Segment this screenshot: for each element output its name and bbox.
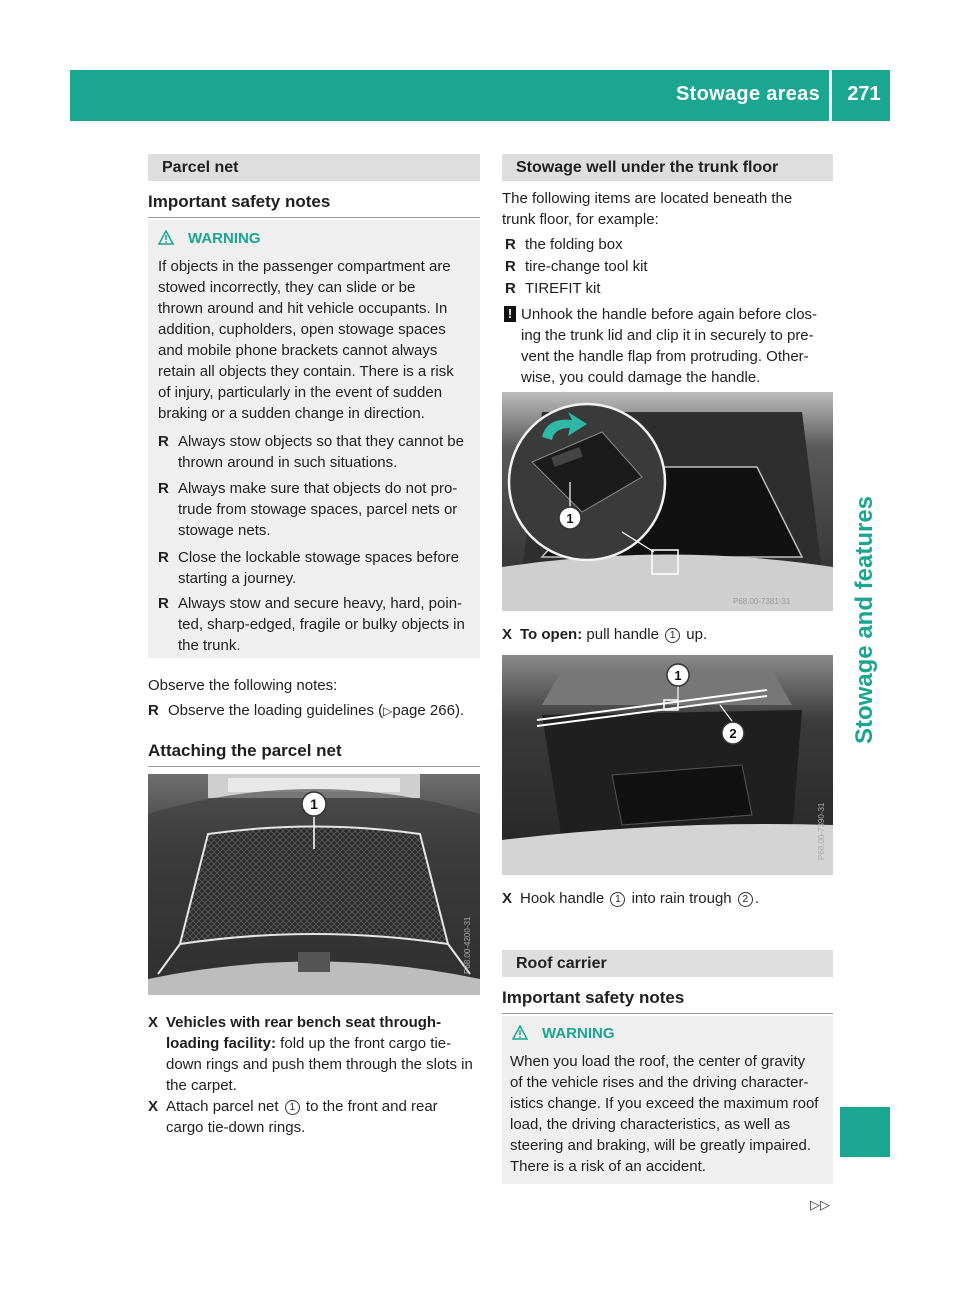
header-title: Stowage areas	[676, 83, 820, 105]
warning-title: WARNING	[188, 230, 261, 247]
photo-callout: 1	[310, 796, 318, 812]
notice-text: Unhook the handle before again before clos- ing the trunk lid and clip it in securely to pre- vent the handle flap from protruding. Other- wise, you could damage the handle.	[521, 306, 818, 386]
photo-code: P68.00-4200-31	[463, 916, 472, 974]
section-bar-roof-carrier: Roof carrier	[502, 950, 833, 977]
heading-rule	[502, 1013, 833, 1014]
callout-1-marker: 1	[610, 892, 625, 907]
observe-text: Observe the following notes:	[148, 677, 338, 694]
intro-text: The following items are located beneath the trunk floor, for example:	[502, 190, 793, 228]
warning-title: WARNING	[542, 1025, 615, 1042]
heading-safety-notes: Important safety notes	[148, 192, 331, 211]
heading-safety-notes: Important safety notes	[502, 988, 685, 1007]
step-attach-net: X Attach parcel net 1 to the front and rear cargo tie-down rings.	[148, 1098, 438, 1136]
section-bar-parcel-net: Parcel net	[148, 154, 480, 181]
photo-callout: 2	[729, 726, 737, 741]
warning-bullet: R Always stow objects so that they cannot be thrown around in such situations.	[158, 433, 464, 471]
heading-rule	[148, 766, 480, 767]
warning-bullet: R Always make sure that objects do not pro- trude from stowage spaces, parcel nets or stowage nets.	[158, 480, 458, 539]
warning-text: When you load the roof, the center of gravity of the vehicle rises and the driving character- istics change. If you exceed the maximum roof load, the driving characteristics, as well as steering and braking, will be greatly impaired. There is a risk of an accident.	[510, 1053, 819, 1175]
callout-2-marker: 2	[738, 892, 753, 907]
page-number: 271	[847, 83, 881, 105]
warning-bullet: R Close the lockable stowage spaces before starting a journey.	[158, 549, 460, 587]
section-bar-stowage-well: Stowage well under the trunk floor	[502, 154, 833, 181]
photo-code: P68.00-7381-31	[733, 597, 791, 606]
trunk-floor-photo	[502, 392, 833, 611]
list-item: R TIREFIT kit	[505, 280, 601, 297]
header-separator	[829, 70, 832, 121]
step-hook-handle: X Hook handle 1 into rain trough 2 .	[502, 890, 759, 907]
warning-bullet: R Always stow and secure heavy, hard, poin- ted, sharp-edged, fragile or bulky objects in the trunk.	[158, 595, 465, 654]
warning-text: If objects in the passenger compartment are stowed incorrectly, they can slide or be thrown around and hit vehicle occupants. In addition, cupholders, open stowage spaces and mobile phone brackets cannot always retain all objects they contain. There is a risk of injury, particularly in the event of sudden braking or a sudden change in direction.	[158, 258, 454, 422]
step-open-handle: X To open: pull handle 1 up.	[502, 626, 708, 643]
photo-callout: 1	[566, 511, 574, 526]
page-ref-arrow-icon: ▷	[383, 704, 393, 718]
list-item: R tire-change tool kit	[505, 258, 648, 275]
sidebar-chapter-label: Stowage and features	[851, 495, 878, 745]
notice-exclamation-icon: !	[504, 306, 516, 322]
step-through-loading: X Vehicles with rear bench seat through- loading facility: fold up the front cargo tie- down rings and push them through the slots in the carpet.	[148, 1014, 473, 1094]
warning-triangle-icon	[512, 1025, 528, 1040]
warning-triangle-icon	[158, 230, 174, 245]
open-trunk-photo	[502, 655, 833, 875]
callout-1-marker: 1	[665, 628, 680, 643]
parcel-net-photo	[148, 774, 480, 995]
heading-rule	[148, 217, 480, 218]
sidebar-marker	[840, 1107, 890, 1157]
photo-code: P68.00-7390-31	[817, 802, 826, 860]
photo-callout: 1	[674, 668, 682, 683]
continue-arrow-icon: ▷▷	[810, 1197, 830, 1212]
list-item: R the folding box	[505, 236, 623, 253]
callout-1-marker: 1	[285, 1100, 300, 1115]
heading-attaching-parcel-net: Attaching the parcel net	[148, 741, 342, 760]
observe-bullet: R Observe the loading guidelines (▷page 266).	[148, 702, 465, 719]
